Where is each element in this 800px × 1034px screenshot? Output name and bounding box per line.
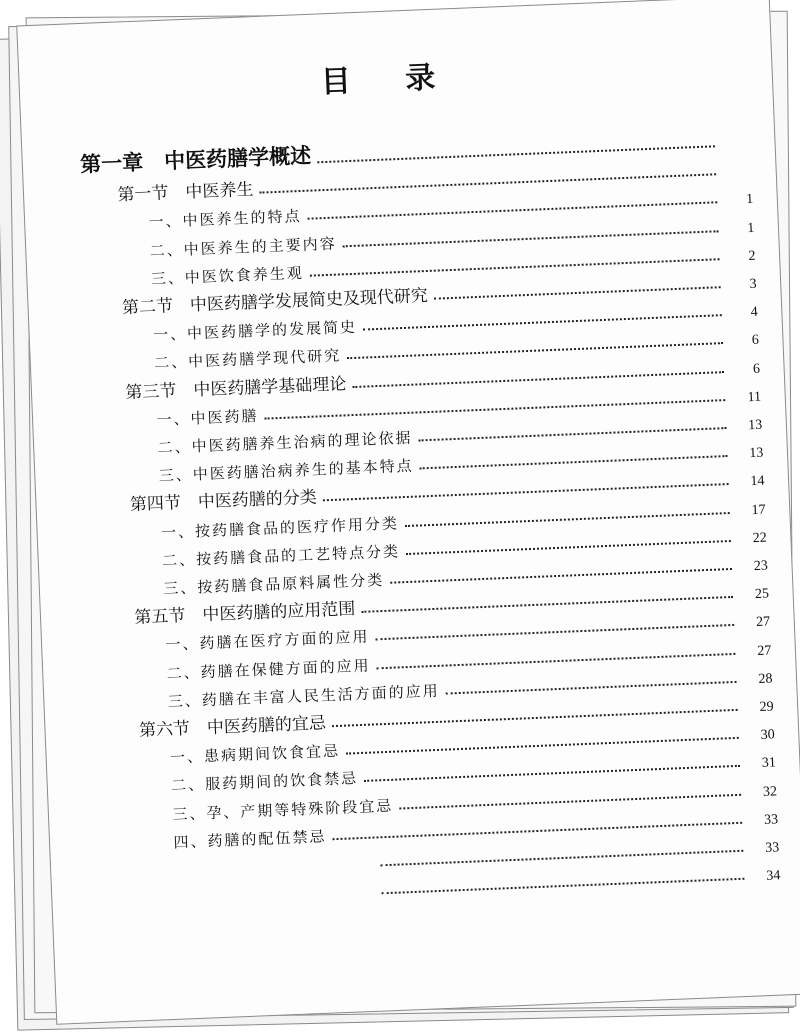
toc-page-number: 33 bbox=[763, 812, 779, 828]
toc-label: 三、药膳在丰富人民生活方面的应用 bbox=[167, 681, 441, 711]
toc-page-number: 4 bbox=[750, 304, 759, 321]
toc-label: 二、药膳在保健方面的应用 bbox=[166, 656, 371, 683]
toc-page-number: 1 bbox=[745, 192, 754, 208]
toc-label: 第六节 中医药膳的宜忌 bbox=[138, 713, 327, 741]
toc-label: 二、服药期间的饮食禁忌 bbox=[170, 769, 359, 796]
toc-page-number: 14 bbox=[750, 473, 765, 490]
toc-page-number: 32 bbox=[762, 783, 778, 800]
toc-label: 二、中医养生的主要内容 bbox=[149, 234, 337, 260]
toc-page-number: 23 bbox=[753, 558, 769, 575]
toc-label: 第一章 中医药膳学概述 bbox=[79, 143, 312, 177]
toc-page-number: 17 bbox=[751, 502, 766, 518]
toc-page-number: 3 bbox=[749, 276, 757, 293]
toc-label: 三、孕、产期等特殊阶段宜忌 bbox=[172, 796, 394, 824]
toc-label: 第二节 中医药膳学发展简史及现代研究 bbox=[121, 285, 429, 319]
toc-page-number: 25 bbox=[754, 586, 770, 603]
toc-label: 一、中医养生的特点 bbox=[148, 207, 302, 232]
toc-label: 一、按药膳食品的医疗作用分类 bbox=[160, 513, 400, 542]
toc-label: 二、按药膳食品的工艺特点分类 bbox=[161, 542, 401, 570]
toc-label: 二、中医药膳学现代研究 bbox=[153, 346, 342, 373]
toc-page-number: 34 bbox=[766, 868, 781, 885]
toc-list bbox=[10, 0, 800, 1015]
toc-page-number: 28 bbox=[758, 671, 773, 687]
toc-page-number: 6 bbox=[752, 361, 761, 377]
toc-label: 一、中医药膳 bbox=[156, 406, 259, 429]
toc-page-number: 13 bbox=[749, 445, 764, 462]
toc-label: 二、中医药膳养生治病的理论依据 bbox=[157, 428, 413, 457]
toc-label: 一、药膳在医疗方面的应用 bbox=[165, 627, 370, 655]
toc-label: 第三节 中医药膳学基础理论 bbox=[125, 373, 347, 403]
dot-leader bbox=[382, 878, 745, 895]
toc-page-number bbox=[716, 180, 752, 181]
toc-page-number: 13 bbox=[747, 417, 763, 434]
toc-label: 三、按药膳食品原料属性分类 bbox=[162, 570, 385, 598]
toc-page-number: 22 bbox=[752, 530, 768, 546]
toc-page-number: 6 bbox=[751, 333, 760, 349]
toc-label: 第五节 中医药膳的应用范围 bbox=[134, 599, 356, 629]
toc-page-number: 11 bbox=[747, 389, 762, 405]
toc-page-number: 2 bbox=[748, 248, 756, 264]
toc-page-number: 27 bbox=[757, 643, 772, 659]
toc-label: 一、患病期间饮食宜忌 bbox=[169, 742, 341, 767]
toc-label: 三、中医饮食养生观 bbox=[150, 263, 305, 288]
toc-page-number: 29 bbox=[759, 699, 774, 715]
toc-page-number: 31 bbox=[761, 755, 777, 772]
toc-label: 第一节 中医养生 bbox=[117, 180, 254, 206]
toc-page bbox=[10, 0, 800, 1015]
toc-label: 一、中医药膳学的发展简史 bbox=[152, 318, 358, 345]
toc-page-number: 1 bbox=[747, 220, 755, 236]
toc-label: 四、药膳的配伍禁忌 bbox=[173, 827, 327, 852]
toc-page-number: 30 bbox=[760, 727, 775, 744]
toc-label: 第四节 中医药膳的分类 bbox=[129, 487, 318, 516]
toc-page-number: 27 bbox=[755, 614, 771, 631]
toc-page-number bbox=[715, 152, 751, 153]
toc-page-number: 33 bbox=[764, 840, 780, 856]
toc-label: 三、中医药膳治病养生的基本特点 bbox=[158, 456, 414, 486]
page-title: 目 录 bbox=[320, 59, 458, 101]
